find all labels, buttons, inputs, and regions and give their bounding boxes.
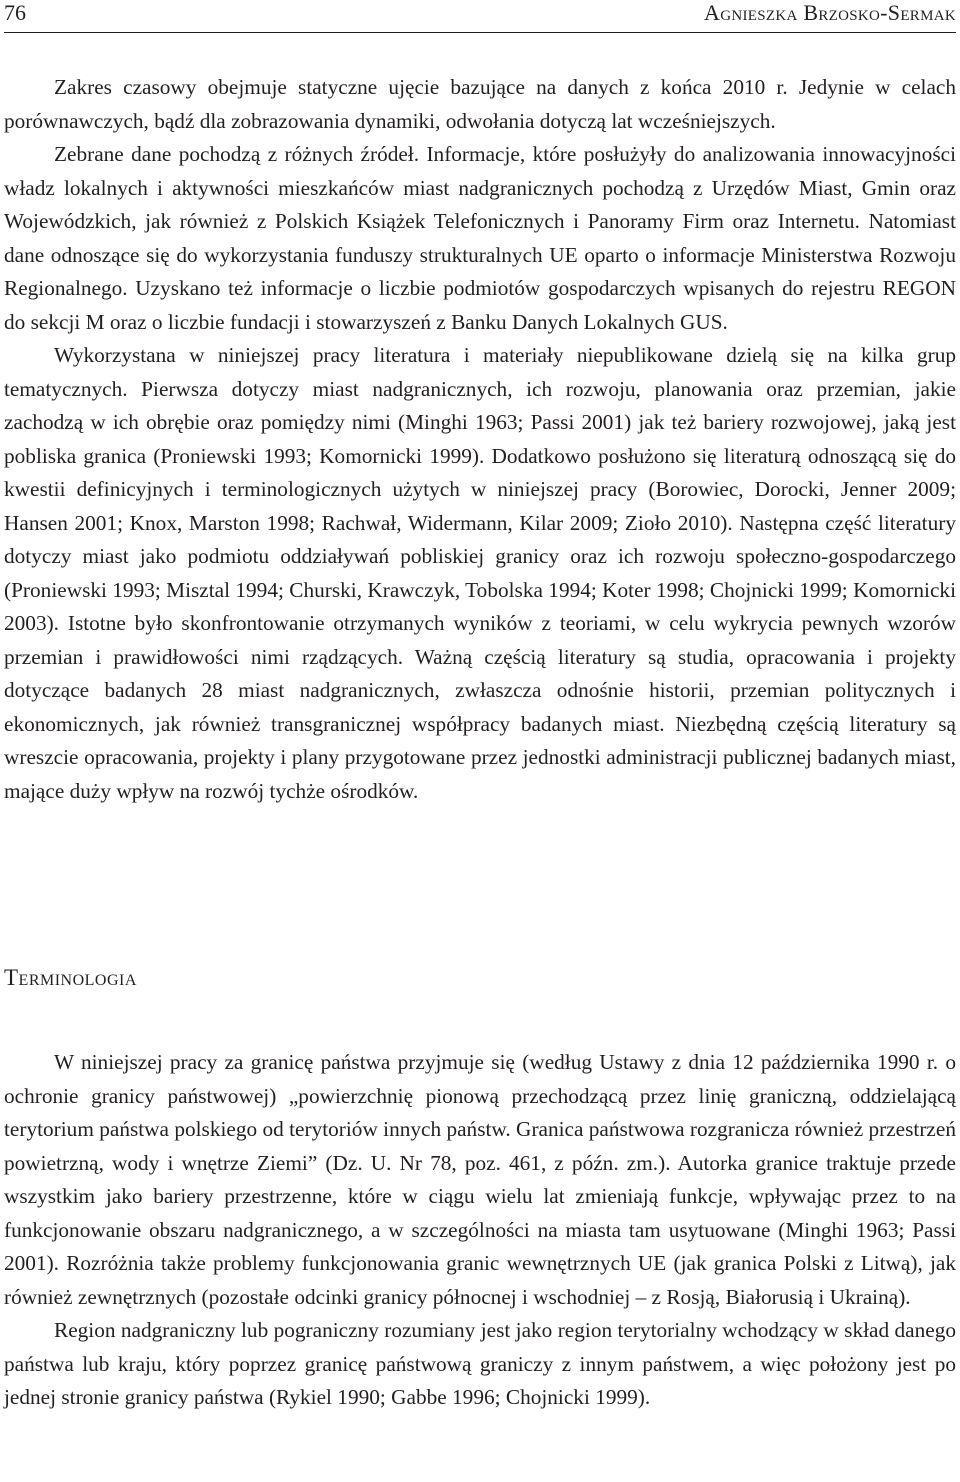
intro-text-block [4, 71, 956, 808]
page-number: 76 [4, 0, 26, 25]
paragraph-literature: Wykorzystana w niniejszej pracy literatura i materiały niepublikowane dzielą się na kilka grup tematycznych. Pierwsza dotyczy miast nadgranicznych, ich rozwoju, planowania oraz przemian, jakie zachodzą w ich obrębie oraz pomiędzy nimi (Minghi 1963; Passi 2001) jak też bariery rozwojowej, jaką jest pobliska granica (Proniewski 1993; Komornicki 1999). Dodatkowo posłużono się literaturą odnoszącą się do kwestii definicyjnych i terminologicznych użytych w niniejszej pracy (Borowiec, Dorocki, Jenner 2009; Hansen 2001; Knox, Marston 1998; Rachwał, Widermann, Kilar 2009; Zioło 2010). Następna część literatury dotyczy miast jako podmiotu oddziaływań pobliskiej granicy oraz ich rozwoju społeczno-gospodarczego (Proniewski 1993; Misztal 1994; Churski, Krawczyk, Tobolska 1994; Koter 1998; Chojnicki 1999; Komornicki 2003). Istotne było skonfrontowanie otrzymanych wyników z teoriami, w celu wykrycia pewnych wzorów przemian i prawidłowości nimi rządzących. Ważną częścią literatury są studia, opracowania i projekty dotyczące badanych 28 miast nadgranicznych, zwłaszcza odnośnie historii, przemian politycznych i ekonomicznych, jak również transgranicznej współpracy badanych miast. Niezbędną częścią literatury są wreszcie opracowania, projekty i plany przygotowane przez jednostki administracji publicznej badanych miast, mające duży wpływ na rozwój tychże ośrodków. [4, 343, 956, 803]
page-header [4, 0, 956, 33]
paragraph-border-region: Region nadgraniczny lub pograniczny rozumiany jest jako region terytorialny wchodzący w skład danego państwa lub kraju, który poprzez granicę państwową graniczy z innym państwem, a więc położony jest po jednej stronie granicy państwa (Rykiel 1990; Gabbe 1996; Chojnicki 1999). [4, 1318, 956, 1409]
terminology-text-block [4, 1046, 956, 1415]
paragraph-state-border: W niniejszej pracy za granicę państwa przyjmuje się (według Ustawy z dnia 12 października 1990 r. o ochronie granicy państwowej) „powierzchnię pionową przechodzącą przez linię graniczną, oddzielającą terytorium państwa polskiego od terytoriów innych państw. Granica państwowa rozgranicza również przestrzeń powietrzną, wody i wnętrze Ziemi” (Dz. U. Nr 78, poz. 461, z późn. zm.). Autorka granice traktuje przede wszystkim jako bariery przestrzenne, które w ciągu wielu lat zmieniają funkcje, wpływając przez to na funkcjonowanie obszaru nadgranicznego, a w szczególności na miasta tam usytuowane (Minghi 1963; Passi 2001). Rozróżnia także problemy funkcjonowania granic wewnętrznych UE (jak granica Polski z Litwą), jak również zewnętrznych (pozostałe odcinki granicy północnej i wschodniej – z Rosją, Białorusią i Ukrainą). [4, 1050, 956, 1309]
paragraph-time-scope: Zakres czasowy obejmuje statyczne ujęcie bazujące na danych z końca 2010 r. Jedynie w celach porównawczych, bądź dla zobrazowania dynamiki, odwołania dotyczą lat wcześniejszych. [4, 75, 956, 133]
paragraph-data-sources: Zebrane dane pochodzą z różnych źródeł. Informacje, które posłużyły do analizowania innowacyjności władz lokalnych i aktywności mieszkańców miast nadgranicznych pochodzą z Urzędów Miast, Gmin oraz Wojewódzkich, jak również z Polskich Książek Telefonicznych i Panoramy Firm oraz Internetu. Natomiast dane odnoszące się do wykorzystania funduszy strukturalnych UE oparto o informacje Ministerstwa Rozwoju Regionalnego. Uzyskano też informacje o liczbie podmiotów gospodarczych wpisanych do rejestru REGON do sekcji M oraz o liczbie fundacji i stowarzyszeń z Banku Danych Lokalnych GUS. [4, 142, 956, 334]
running-head: Agnieszka Brzosko-Sermak [704, 0, 956, 25]
section-heading: Terminologia [4, 965, 137, 990]
